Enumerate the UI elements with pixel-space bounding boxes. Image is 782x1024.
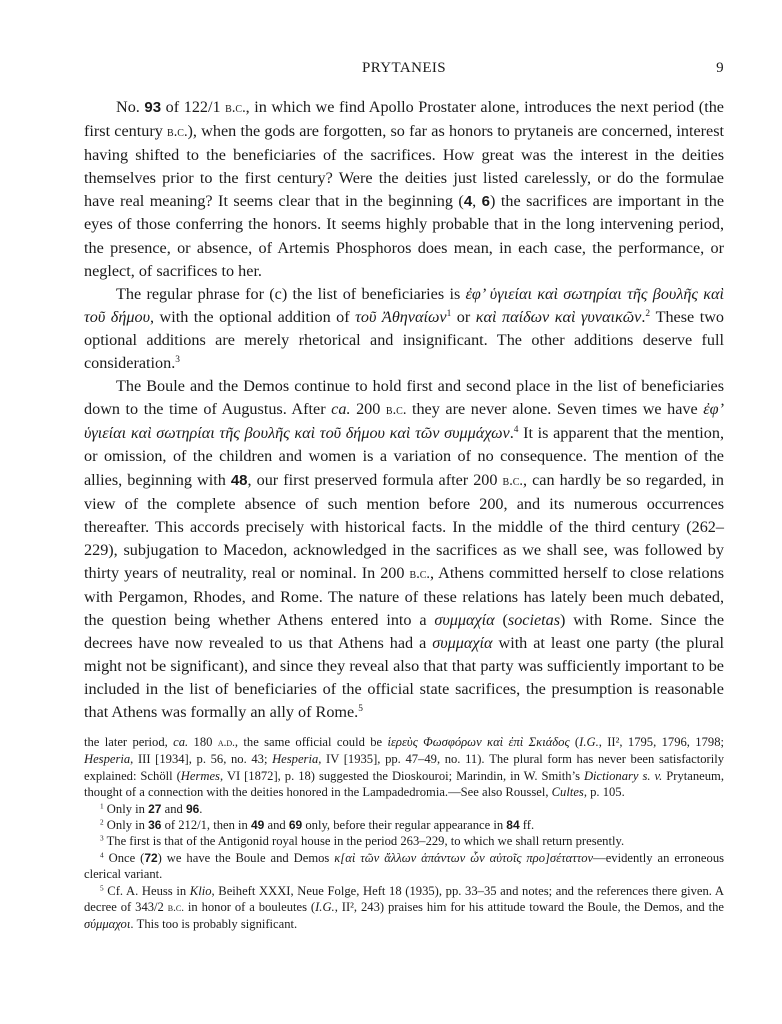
text: with at least one party (the plural might not be significant), and since they reveal also that that party was sufficiently important to be included in the list of beneficiaries of the official state sacrifices, the presumption is reasonable that Athens was formally an ally of Rome. [84,634,724,722]
running-title: PRYTANEIS [361,60,447,76]
text: , [472,192,482,211]
text: ) with Rome. Since the decrees have now revealed to us that Athens had a [84,611,725,653]
text: , p. 105. [583,785,625,800]
greek-phrase: κ[αὶ τῶν ἄλλων ἁπάντων ὧν αὐτοῖς προ]σέταττον [334,850,594,865]
inscription-ref: 96 [185,801,200,816]
footnote-number: 5 [100,882,104,892]
text: Once ( [103,850,145,865]
text: of 212/1, then in [161,818,251,833]
text: , Beiheft XXXI, Neue Folge, Heft 18 (1935), pp. 33–35 and notes; and the references there given. A decree of 343/2 [84,883,725,915]
text: ( [569,735,580,749]
journal-title: Hermes [180,768,220,783]
text: The regular phrase for (c) the list of beneficiaries is [116,284,466,303]
era-abbrev: b.c. [385,402,407,419]
footnote-5 [84,883,724,933]
text: ( [494,611,508,630]
text: 200 [350,400,386,419]
greek-phrase: καὶ παίδων καὶ γυναικῶν [475,307,642,326]
text: , III [1934], p. 56, no. 43; [130,752,273,767]
latin-term: societas [507,611,561,630]
greek-phrase: συμμαχία [432,634,493,653]
text: of 122/1 [161,98,226,116]
text: . [641,307,646,326]
paragraph-2 [84,283,724,375]
text: —evidently an erroneous clerical variant. [84,850,725,882]
text: , II², 1795, 1796, 1798; [598,735,724,749]
main-text [84,96,724,725]
inscription-ref: 27 [148,801,162,816]
footnote-4 [84,850,724,883]
text: ff. [519,818,535,833]
era-abbrev: b.c. [409,565,430,582]
text: , our first preserved formula after 200 [247,470,503,489]
text: Only in [103,818,149,833]
journal-title: I.G. [315,900,335,915]
footnotes [84,734,724,933]
era-abbrev: b.c. [225,100,246,116]
text: in honor of a bouleutes ( [183,900,316,915]
text: ) we have the Boule and Demos [157,850,335,865]
text: Only in [103,801,149,816]
footnote-number: 1 [100,800,104,810]
text: , IV [1935], pp. 47–49, no. 11). The plural form has never been satisfactorily explained: Schöll ( [84,752,724,783]
inscription-ref: 36 [148,818,162,833]
abbrev: ca. [173,735,189,749]
text: It is apparent that the mention, or omission, of the children and women is a variation of no consequence. The mention of the allies, beginning with [84,424,724,489]
inscription-ref: 93 [144,99,162,116]
era-abbrev: b.c. [167,124,188,141]
text: , Athens committed herself to close relations with Pergamon, Rhodes, and Rome. The nature of these relations has lately been much debated, the question being whether Athens entered into a [84,563,724,630]
text: 180 [188,735,218,749]
page-number: 9 [716,60,724,76]
book-title: Dictionary s. v. [583,768,663,783]
text: ) the sacrifices are important in the eyes of those conferring the honors. It seems highly probable that in the long intervening period, the presence, or absence, of Artemis Phosphoros does mean, in each case, the performance, or neglect, of sacrifices to her. [84,192,725,280]
footnote-2 [84,817,724,833]
footnote-3 [84,833,724,849]
text: Prytaneum, thought of a connection with the deities honored in the Lampadedromia.—See also Roussel, [84,768,724,800]
text: the later period, [84,735,174,749]
text: they are never alone. Seven times we have [406,400,704,419]
era-abbrev: a.d. [217,737,235,749]
footnote-1 [84,801,724,817]
text: only, before their regular appearance in [302,818,507,833]
text: . [199,801,203,816]
journal-title: Klio [189,883,212,898]
text: and [264,818,289,833]
footnote-marker: 5 [358,704,363,715]
greek-phrase: συμμαχία [434,611,495,630]
footnote-marker: 1 [446,308,452,319]
running-head [84,60,724,82]
journal-title: I.G. [579,735,599,749]
greek-phrase: ἐφ’ ὑγιείαι καὶ σωτηρίαι τῆς βουλῆς καὶ τοῦ δήμου καὶ τῶν συμμάχων [84,400,724,443]
footnote-continuation [84,734,724,801]
inscription-ref: 72 [144,850,158,865]
footnote-number: 4 [100,850,104,860]
text: These two optional additions are merely rhetorical and insignificant. The other additions deserve full consideration. [84,307,724,373]
paragraph-1 [84,96,724,283]
era-abbrev: b.c. [502,472,523,489]
greek-phrase: ἱερεὺς Φωσφόρων καὶ ἐπὶ Σκιάδος [387,735,570,749]
text: . This too is probably significant. [130,917,298,932]
text: No. [116,98,145,116]
inscription-ref: 6 [481,193,491,211]
greek-phrase: σύμμαχοι [84,917,131,932]
text: , in which we find Apollo Prostater alone, introduces the next period (the first century [84,98,724,141]
text: and [161,801,186,816]
inscription-ref: 84 [506,818,520,833]
inscription-ref: 49 [251,818,265,833]
text: , can hardly be so regarded, in view of the complete absence of such mention before 200, and its numerous occurrences thereafter. This accords precisely with historical facts. In the middle of the third century (262–229), subjugation to Macedon, acknowledged in the sacrifices as we shall see, was followed by thirty years of neutrality, real or nominal. In 200 [84,470,724,582]
era-abbrev: b.c. [167,902,184,915]
text: ), when the gods are forgotten, so far as honors to prytaneis are concerned, interest having shifted to the beneficiaries of the sacrifices. How great was the interest in the deities themselves prior to the first century? Were the deities just listed carelessly, or do the formulae have real meaning? It seems clear that in the beginning ( [84,122,724,211]
text: The Boule and the Demos continue to hold first and second place in the list of beneficiaries down to the time of Augustus. After [84,377,724,419]
book-title: Cultes [551,785,584,800]
text: The first is that of the Antigonid royal house in the period 263–229, to which we shall return presently. [103,834,625,849]
footnote-marker: 4 [513,425,519,436]
text: Cf. A. Heuss in [103,883,190,898]
greek-phrase: τοῦ Ἀθηναίων [355,307,447,326]
inscription-ref: 48 [230,471,248,489]
footnote-number: 2 [100,817,104,827]
footnote-number: 3 [100,833,104,843]
paragraph-3 [84,375,724,724]
text: , the same official could be [234,735,388,749]
greek-phrase: ἐφ’ ὑγιείαι καὶ σωτηρίαι τῆς βουλῆς καὶ τοῦ δήμου [84,284,725,326]
journal-title: Hesperia [84,752,131,767]
text: or [451,307,476,326]
footnote-marker: 3 [175,354,180,365]
abbrev: ca. [331,400,351,419]
text: , II², 243) praises him for his attitude toward the Boule, the Demos, and the [334,900,724,915]
text: , with the optional addition of [150,307,356,326]
inscription-ref: 69 [288,818,303,833]
journal-title: Hesperia [272,752,319,767]
footnote-marker: 2 [645,308,651,319]
text: . [509,424,514,443]
inscription-ref: 4 [463,193,473,211]
text: , VI [1872], p. 18) suggested the Dioskouroi; Marindin, in W. Smith’s [219,768,584,783]
